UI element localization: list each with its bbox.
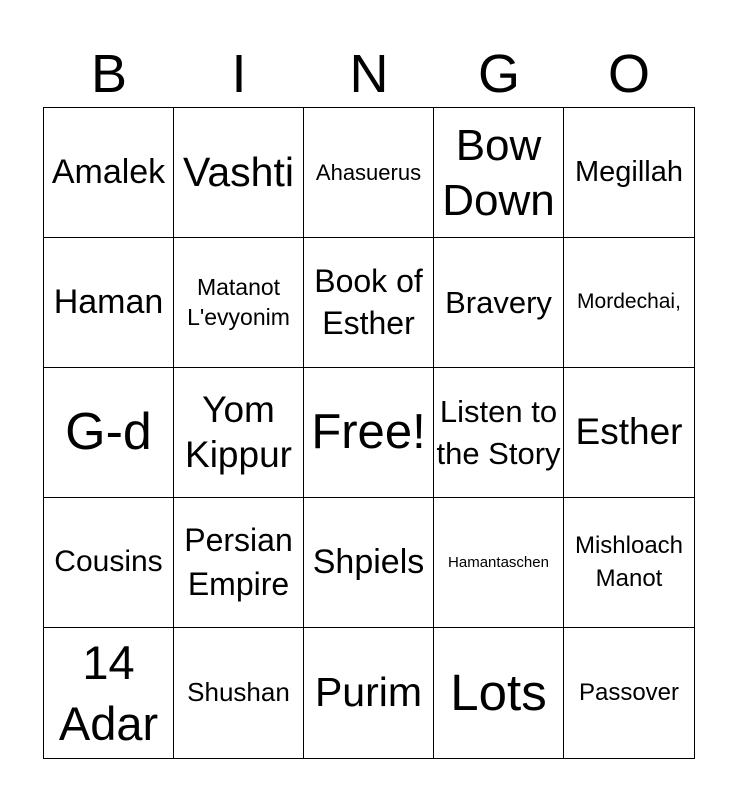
cell-text: Haman <box>53 282 164 321</box>
bingo-cell[interactable] <box>304 238 434 368</box>
cell-text: Book of Esther <box>314 262 423 341</box>
bingo-cell[interactable] <box>174 498 304 628</box>
cell-text: Lots <box>450 663 547 721</box>
bingo-cell[interactable] <box>304 498 434 628</box>
cell-text: Mordechai, <box>577 290 681 314</box>
cell-text: Mishloach Manot <box>574 532 684 592</box>
header-letter-o: O <box>607 44 650 104</box>
cell-text: Free! <box>311 405 426 460</box>
bingo-cell[interactable] <box>564 238 694 368</box>
bingo-cell[interactable] <box>564 108 694 238</box>
bingo-cell[interactable] <box>304 368 434 498</box>
bingo-cell[interactable] <box>174 238 304 368</box>
bingo-cell[interactable] <box>174 108 304 238</box>
bingo-cell[interactable] <box>44 368 174 498</box>
cell-text: Bravery <box>445 284 552 320</box>
header-letter-b: B <box>90 44 128 104</box>
bingo-cell[interactable] <box>434 368 564 498</box>
cell-text: Listen to the Story <box>436 393 561 471</box>
cell-text: Cousins <box>54 545 163 579</box>
cell-text: Megillah <box>575 155 683 188</box>
bingo-cell[interactable] <box>44 238 174 368</box>
bingo-board <box>43 107 695 759</box>
cell-text: G-d <box>65 402 152 461</box>
bingo-cell[interactable] <box>434 628 564 758</box>
cell-text: Shushan <box>187 677 290 708</box>
bingo-cell[interactable] <box>304 628 434 758</box>
header-letter-i: I <box>231 44 247 104</box>
cell-text: Passover <box>578 679 680 707</box>
header-letter-n: N <box>349 44 389 104</box>
bingo-cell[interactable] <box>174 368 304 498</box>
cell-text: Bow Down <box>442 120 555 225</box>
bingo-cell[interactable] <box>564 628 694 758</box>
bingo-cell[interactable] <box>304 108 434 238</box>
bingo-cell[interactable] <box>174 628 304 758</box>
cell-text: Persian Empire <box>184 522 293 602</box>
bingo-cell[interactable] <box>434 108 564 238</box>
bingo-cell[interactable] <box>44 628 174 758</box>
bingo-cell[interactable] <box>434 238 564 368</box>
header-letter-g: G <box>477 44 520 104</box>
cell-text: Vashti <box>183 148 294 195</box>
cell-text: Ahasuerus <box>315 159 422 185</box>
cell-text: Hamantaschen <box>448 553 549 571</box>
cell-text: Amalek <box>51 152 166 191</box>
cell-text: Esther <box>575 411 683 453</box>
cell-text: Shpiels <box>312 542 425 581</box>
cell-text: Matanot L'evyonim <box>187 273 290 330</box>
cell-text: Purim <box>314 669 423 716</box>
bingo-cell[interactable] <box>564 498 694 628</box>
bingo-cell[interactable] <box>564 368 694 498</box>
bingo-cell[interactable] <box>44 498 174 628</box>
cell-text: 14 Adar <box>58 635 159 750</box>
bingo-header <box>44 40 694 108</box>
bingo-cell[interactable] <box>434 498 564 628</box>
bingo-cell[interactable] <box>44 108 174 238</box>
cell-text: Yom Kippur <box>185 389 292 475</box>
